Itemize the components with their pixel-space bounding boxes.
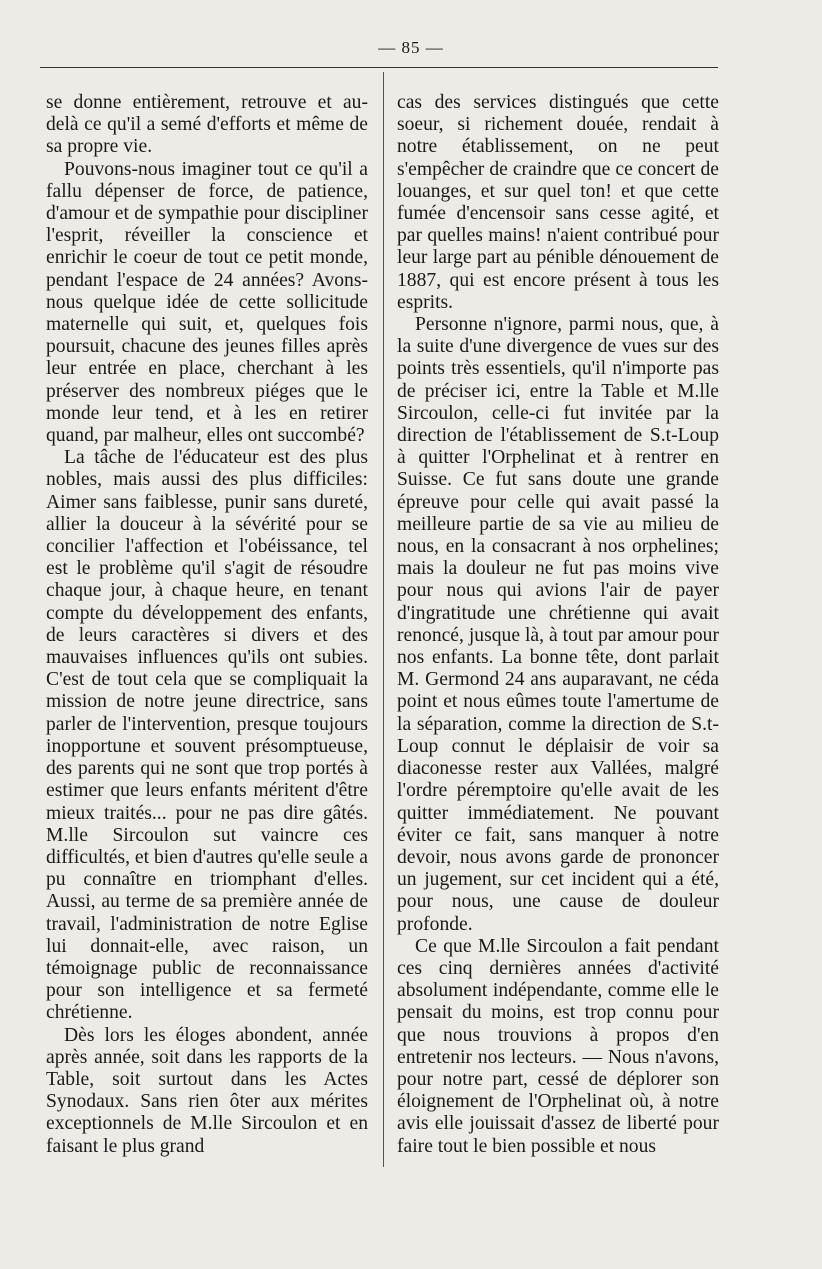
page-number: — 85 — <box>378 38 444 57</box>
paragraph: La tâche de l'éducateur est des plus nobles, mais aussi des plus difficiles: Aimer sans faiblesse, punir sans dureté, allier la douceur à la sévérité pour se concilier l'affection et l'obéissance, tel est le problème qu'il s'agit de résoudre chaque jour, à chaque heure, en tenant compte du développement des enfants, de leurs caractères si divers et des mauvaises influences qu'ils ont subies. C'est de tout cela que se compliquait la mission de notre jeune directrice, sans parler de l'intervention, presque toujours inopportune et souvent présomptueuse, des parents qui ne sont que trop portés à estimer que leurs enfants méritent d'être mieux traités... pour ne pas dire gâtés. M.lle Sircoulon sut vaincre ces difficultés, et bien d'autres qu'elle seule a pu connaître en triomphant d'elles. Aussi, au terme de sa première année de travail, l'administration de notre Eglise lui donnait-elle, avec raison, un témoignage public de reconnaissance pour son intelligence et sa fermeté chrétienne. <box>46 447 368 1024</box>
paragraph: Pouvons-nous imaginer tout ce qu'il a fallu dépenser de force, de patience, d'amour et de sympathie pour discipliner l'esprit, réveiller la conscience et enrichir le coeur de tout ce petit monde, pendant l'espace de 24 années? Avons-nous quelque idée de cette sollicitude maternelle qui suit, et, quelques fois poursuit, chacune des jeunes filles après leur entrée en place, cherchant à les préserver des nombreux piéges que le monde leur tend, et à les en retirer quand, par malheur, elles ont succombé? <box>46 158 368 447</box>
paragraph: cas des services distingués que cette soeur, si richement douée, rendait à notre établissement, on ne peut s'empêcher de craindre que ce concert de louanges, et sur quel ton! et que cette fumée d'encensoir sans cesse agité, et par quelles mains! n'aient contribué pour leur large part au pénible dénouement de 1887, qui est encore présent à tous les esprits. <box>397 92 719 313</box>
header-rule <box>40 67 718 68</box>
paragraph: Personne n'ignore, parmi nous, que, à la suite d'une divergence de vues sur des points très essentiels, qu'il n'importe pas de préciser ici, entre la Table et M.lle Sircoulon, celle-ci fut invitée par la direction de l'établissement de S.t-Loup à quitter l'Orphelinat et à rentrer en Suisse. Ce fut sans doute une grande épreuve pour celle qui avait passé la meilleure partie de sa vie au milieu de nous, en la consacrant à nos orphelines; mais la douleur ne fut pas moins vive pour nous qui avions l'air de payer d'ingratitude une chrétienne qui avait renoncé, jusque là, à tout par amour pour nos enfants. La bonne tête, dont parlait M. Germond 24 ans auparavant, ne céda point et nous eûmes toute l'amertume de la séparation, comme la direction de S.t-Loup connut le déplaisir de voir sa diaconesse rester aux Vallées, malgré l'ordre péremptoire qu'elle avait de les quitter immédiatement. Ne pouvant éviter ce fait, sans manquer à notre devoir, nous avons garde de prononcer un jugement, sur cet incident qui a été, pour nous, une cause de douleur profonde. <box>397 314 719 935</box>
column-divider <box>383 72 384 1167</box>
paragraph: Ce que M.lle Sircoulon a fait pendant ces cinq dernières années d'activité absolument indépendante, comme elle le pensait du moins, est trop connu pour que nous trouvions à propos d'en entretenir nos lecteurs. — Nous n'avons, pour notre part, cessé de déplorer son éloignement de l'Orphelinat où, à notre avis elle jouissait d'assez de liberté pour faire tout le bien possible et nous <box>397 935 719 1157</box>
left-column <box>46 92 368 1158</box>
paragraph: se donne entièrement, retrouve et au-delà ce qu'il a semé d'efforts et même de sa propre vie. <box>46 92 368 158</box>
right-column <box>397 92 719 1158</box>
paragraph: Dès lors les éloges abondent, année après année, soit dans les rapports de la Table, soit surtout dans les Actes Synodaux. Sans rien ôter aux mérites exceptionnels de M.lle Sircoulon et en faisant le plus grand <box>46 1024 368 1157</box>
